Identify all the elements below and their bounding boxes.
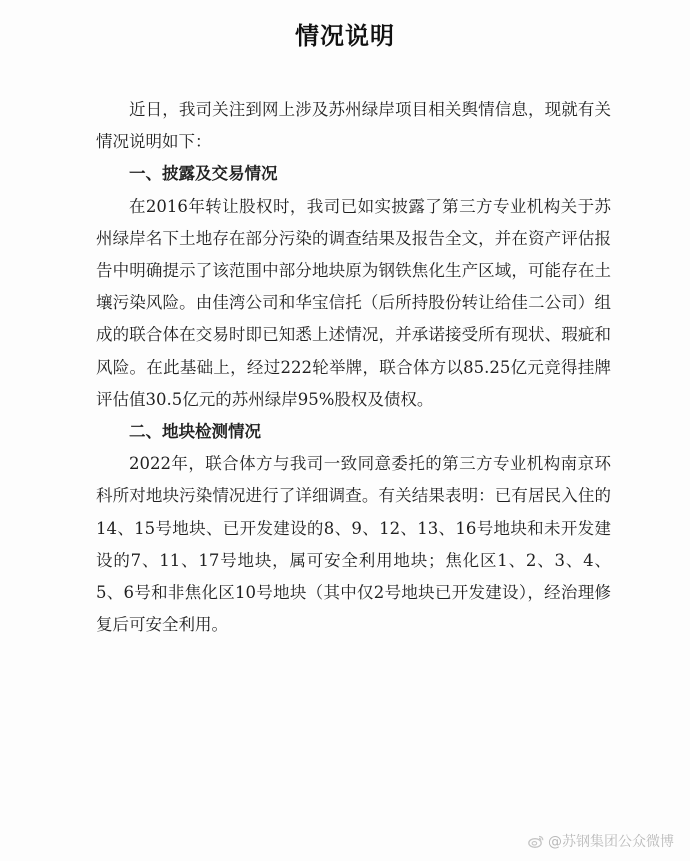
section-heading-testing: 二、地块检测情况 (129, 422, 261, 442)
watermark-text: @苏钢集团公众微博 (548, 834, 674, 850)
source-watermark (528, 831, 674, 851)
intro-paragraph: 近日，我司关注到网上涉及苏州绿岸项目相关舆情信息，现就有关情况说明如下： (96, 100, 611, 152)
section-body-disclosure: 在2016年转让股权时，我司已如实披露了第三方专业机构关于苏州绿岸名下土地存在部分污染的调查结果及报告全文，并在资产评估报告中明确提示了该范围中部分地块原为钢铁焦化生产区域，可能存在土壤污染风险。由佳湾公司和华宝信托（后所持股份转让给佳二公司）组成的联合体在交易时即已知悉上述情况，并承诺接受所有现状、瑕疵和风险。在此基础上，经过222轮举牌，联合体方以85.25亿元竞得挂牌评估值30.5亿元的苏州绿岸95%股权及债权。 (96, 196, 611, 409)
weibo-icon (528, 835, 544, 848)
document-body (96, 94, 611, 641)
section-heading-disclosure: 一、披露及交易情况 (129, 164, 278, 184)
document-title: 情况说明 (295, 22, 395, 50)
section-body-testing: 2022年，联合体方与我司一致同意委托的第三方专业机构南京环科所对地块污染情况进行了详细调查。有关结果表明：已有居民入住的14、15号地块、已开发建设的8、9、12、13、16号地块和未开发建设的7、11、17号地块，属可安全利用地块；焦化区1、2、3、4、5、6号和非焦化区10号地块（其中仅2号地块已开发建设），经治理修复后可安全利用。 (96, 454, 611, 635)
